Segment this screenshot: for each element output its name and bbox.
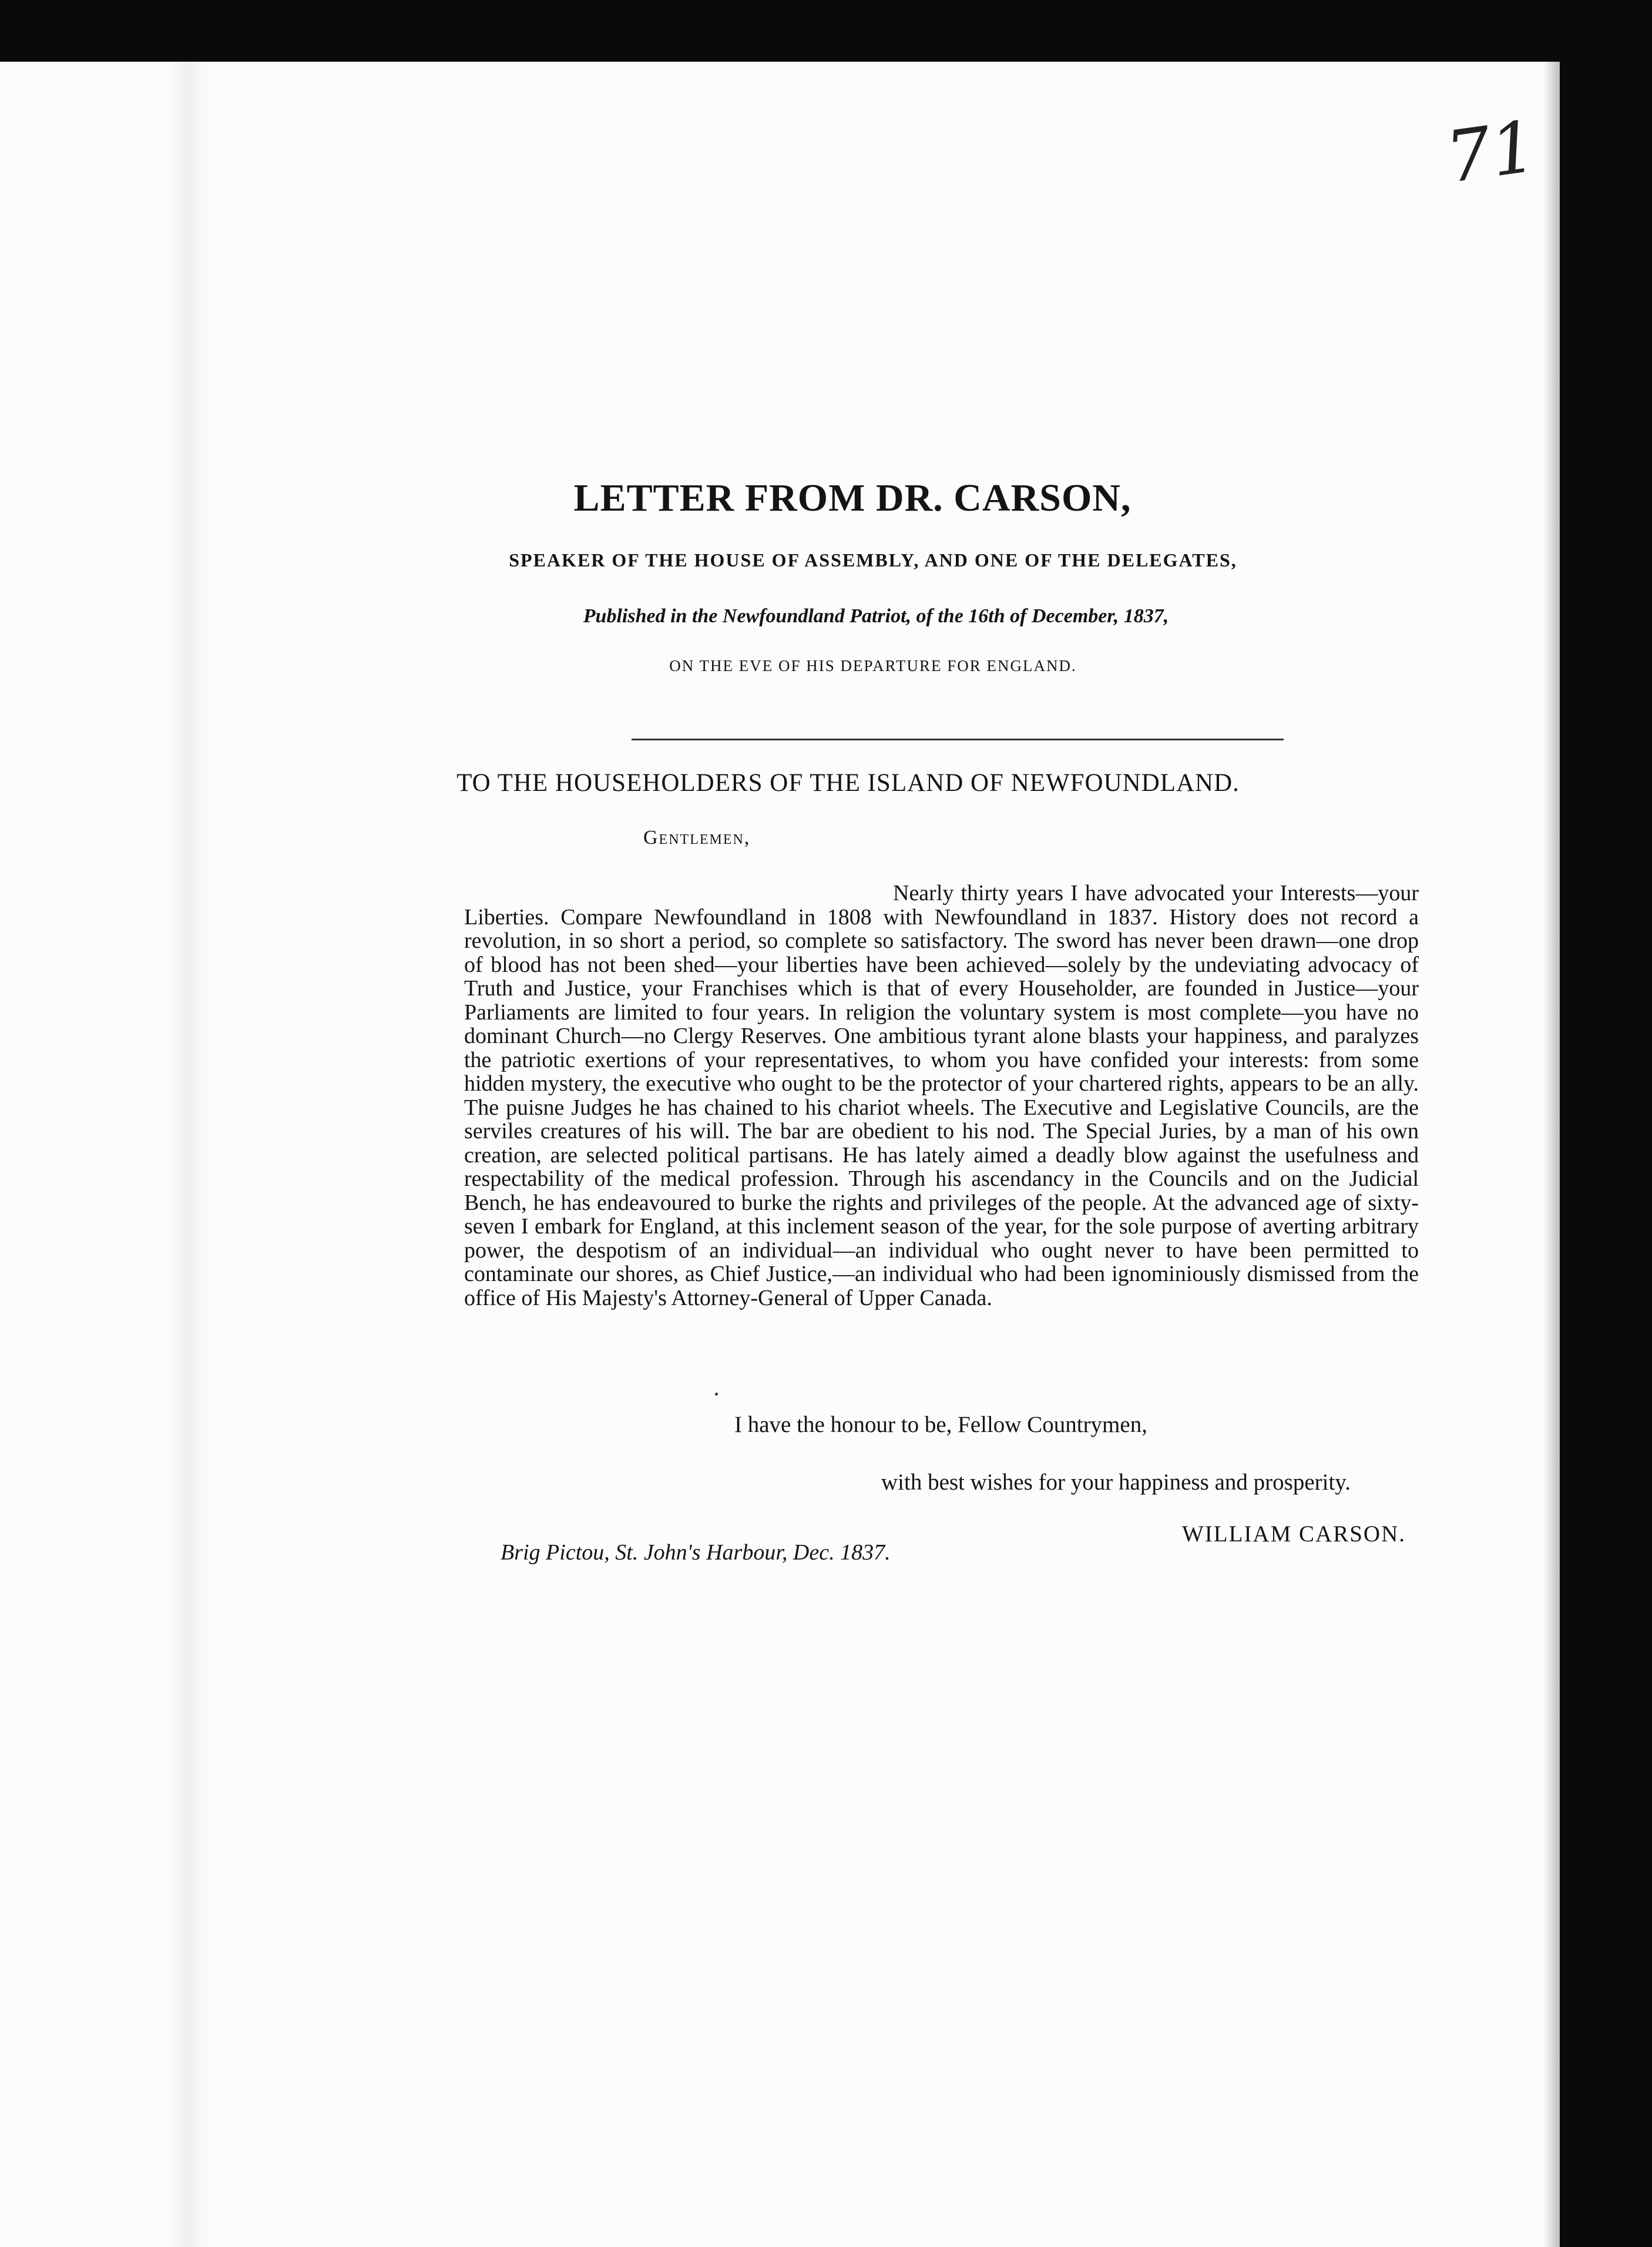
salutation: Gentlemen, <box>643 827 751 849</box>
page-number: 71 <box>1441 106 1542 199</box>
page-fold-shadow <box>164 62 217 2247</box>
letter-body <box>464 881 1419 1310</box>
closing-line: I have the honour to be, Fellow Countrymen, <box>734 1412 1147 1437</box>
page-edge-shadow <box>1543 62 1560 2247</box>
closing-wishes: with best wishes for your happiness and prosperity. <box>881 1470 1351 1495</box>
letter-title: LETTER FROM DR. CARSON, <box>573 477 1131 519</box>
publication-note: Published in the Newfoundland Patriot, of the 16th of December, 1837, <box>583 605 1169 627</box>
signature: WILLIAM CARSON. <box>1182 1521 1406 1547</box>
letter-subtitle: SPEAKER OF THE HOUSE OF ASSEMBLY, AND ONE OF THE DELEGATES, <box>509 549 1237 571</box>
body-paragraph: Nearly thirty years I have advocated your Interests—your Liberties. Compare Newfoundland in 1808 with Newfoundland in 1837. History does not record a revolution, in so short a period, so complete so satisfactory. The sword has never been drawn—one drop of blood has not been shed—your liberties have been achieved—solely by the undeviating advocacy of Truth and Justice, your Franchises which is that of every Householder, are founded in Justice—your Parliaments are limited to four years. In religion the voluntary system is most complete—you have no dominant Church—no Clergy Reserves. One ambitious tyrant alone blasts your happiness, and paralyzes the patriotic exertions of your representatives, to whom you have confided your interests: from some hidden mystery, the executive who ought to be the protector of your chartered rights, appears to be an ally. The puisne Judges he has chained to his chariot wheels. The Executive and Legislative Councils, are the serviles creatures of his will. The bar are obedient to his nod. The Special Juries, by a man of his own creation, are selected political partisans. He has lately aimed a deadly blow against the usefulness and respectability of the medical profession. Through his ascendancy in the Councils and on the Judicial Bench, he has endeavoured to burke the rights and privileges of the people. At the advanced age of sixty-seven I embark for England, at this inclement season of the year, for the sole purpose of averting arbitrary power, the despotism of an individual—an individual who ought never to have been permitted to contaminate our shores, as Chief Justice,—an individual who had been ignominiously dismissed from the office of His Majesty's Attorney-General of Upper Canada. <box>464 881 1419 1310</box>
place-date: Brig Pictou, St. John's Harbour, Dec. 1837. <box>501 1540 891 1565</box>
departure-note: ON THE EVE OF HIS DEPARTURE FOR ENGLAND. <box>669 657 1077 675</box>
ink-dot <box>715 1393 718 1396</box>
divider-rule <box>632 739 1284 740</box>
address-heading: TO THE HOUSEHOLDERS OF THE ISLAND OF NEWFOUNDLAND. <box>456 769 1240 797</box>
